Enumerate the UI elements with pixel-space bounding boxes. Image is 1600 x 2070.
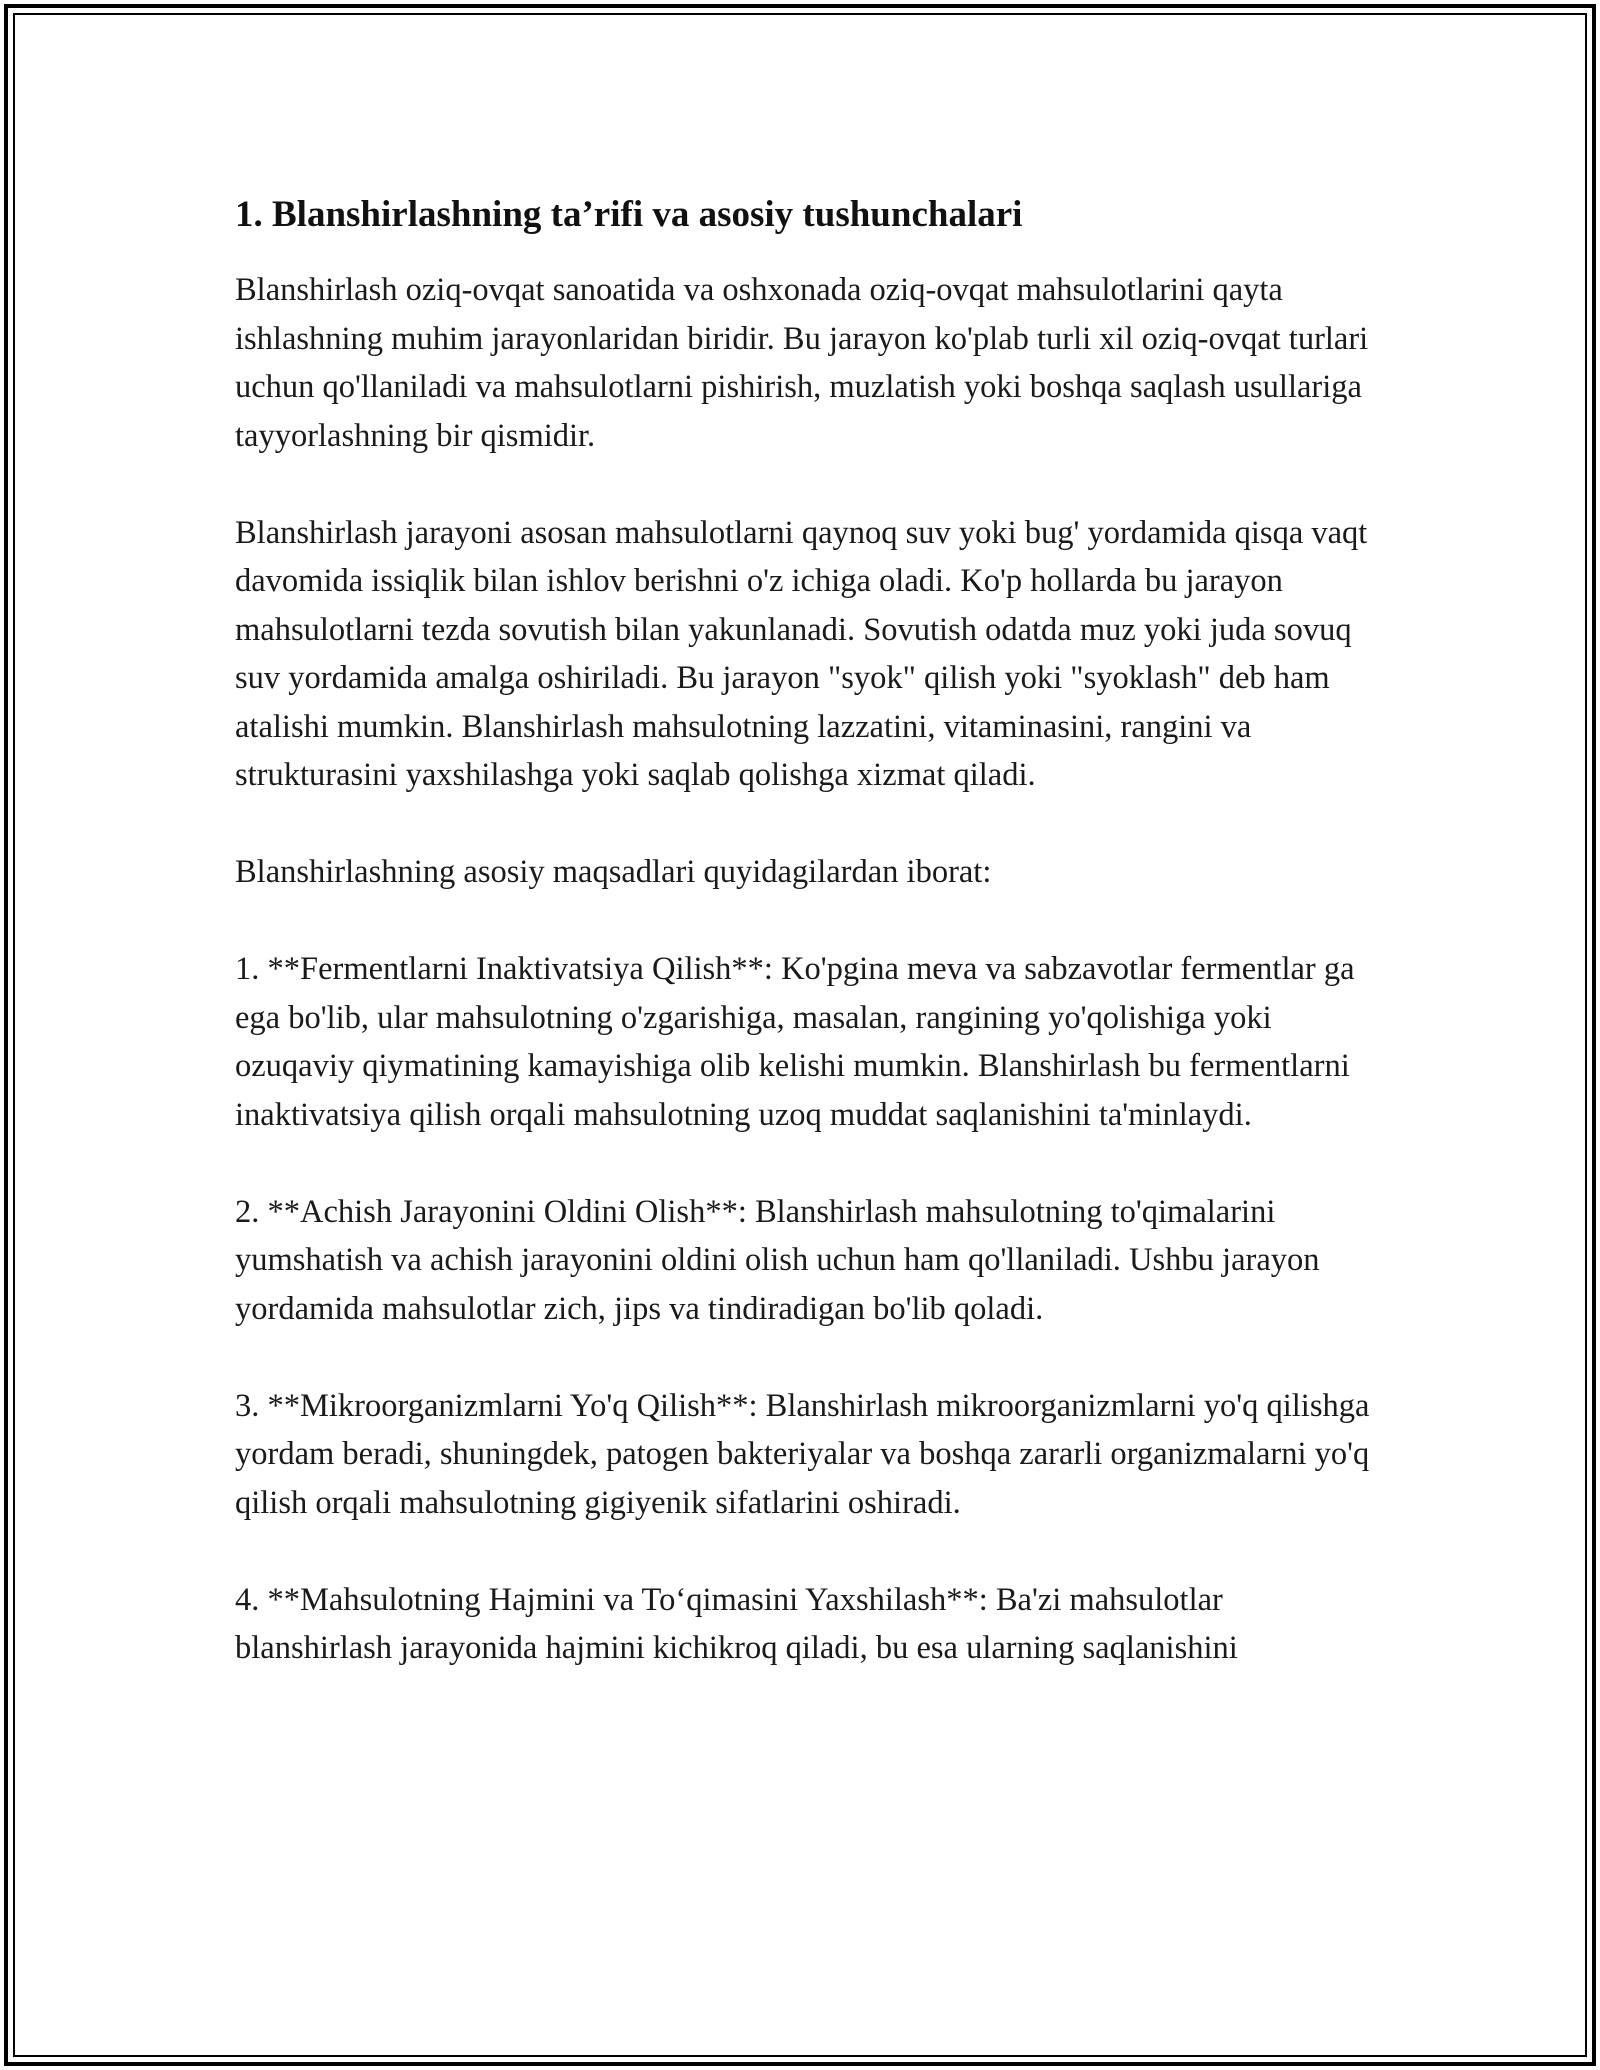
list-item-4: 4. **Mahsulotning Hajmini va To‘qimasini Yaxshilash**: Ba'zi mahsulotlar blanshirlash jarayonida hajmini kichikroq qiladi, bu esa ularning saqlanishini <box>235 1581 1238 1666</box>
list-item-1: 1. **Fermentlarni Inaktivatsiya Qilish**: Ko'pgina meva va sabzavotlar fermentlar ga ega bo'lib, ular mahsulotning o'zgarishiga, masalan, rangining yo'qolishiga yoki ozuqaviy qiymatining kamayishiga olib kelishi mumkin. Blanshirlash bu fermentlarni inaktivatsiya qilish orqali mahsulotning uzoq muddat saqlanishini ta'minlaydi. <box>235 951 1355 1133</box>
paragraph-process: Blanshirlash jarayoni asosan mahsulotlarni qaynoq suv yoki bug' yordamida qisqa vaqt davomida issiqlik bilan ishlov berishni o'z ichiga oladi. Ko'p hollarda bu jarayon mahsulotlarni tezda sovutish bilan yakunlanadi. Sovutish odatda muz yoki juda sovuq suv yordamida amalga oshiriladi. Bu jarayon "syok" qilish yoki "syoklash" deb ham atalishi mumkin. Blanshirlash mahsulotning lazzatini, vitaminasini, rangini va strukturasini yaxshilashga yoki saqlab qolishga xizmat qiladi. <box>235 514 1368 793</box>
list-item-2: 2. **Achish Jarayonini Oldini Olish**: Blanshirlash mahsulotning to'qimalarini yumshatish va achish jarayonini oldini olish uchun ham qo'llaniladi. Ushbu jarayon yordamida mahsulotlar zich, jips va tindiradigan bo'lib qoladi. <box>235 1193 1320 1327</box>
document-page <box>235 190 1375 1721</box>
paragraph-intro: Blanshirlash oziq-ovqat sanoatida va oshxonada oziq-ovqat mahsulotlarini qayta ishlashning muhim jarayonlaridan biridir. Bu jarayon ko'plab turli xil oziq-ovqat turlari uchun qo'llaniladi va mahsulotlarni pishirish, muzlatish yoki boshqa saqlash usullariga tayyorlashning bir qismidir. <box>235 272 1369 454</box>
paragraph-goals-intro: Blanshirlashning asosiy maqsadlari quyidagilardan iborat: <box>235 854 992 890</box>
section-heading: 1. Blanshirlashning ta’rifi va asosiy tushunchalari <box>235 194 1023 235</box>
list-item-3: 3. **Mikroorganizmlarni Yo'q Qilish**: Blanshirlash mikroorganizmlarni yo'q qilishga yordam beradi, shuningdek, patogen bakteriyalar va boshqa zararli organizmalarni yo'q qilish orqali mahsulotning gigiyenik sifatlarini oshiradi. <box>235 1387 1370 1521</box>
